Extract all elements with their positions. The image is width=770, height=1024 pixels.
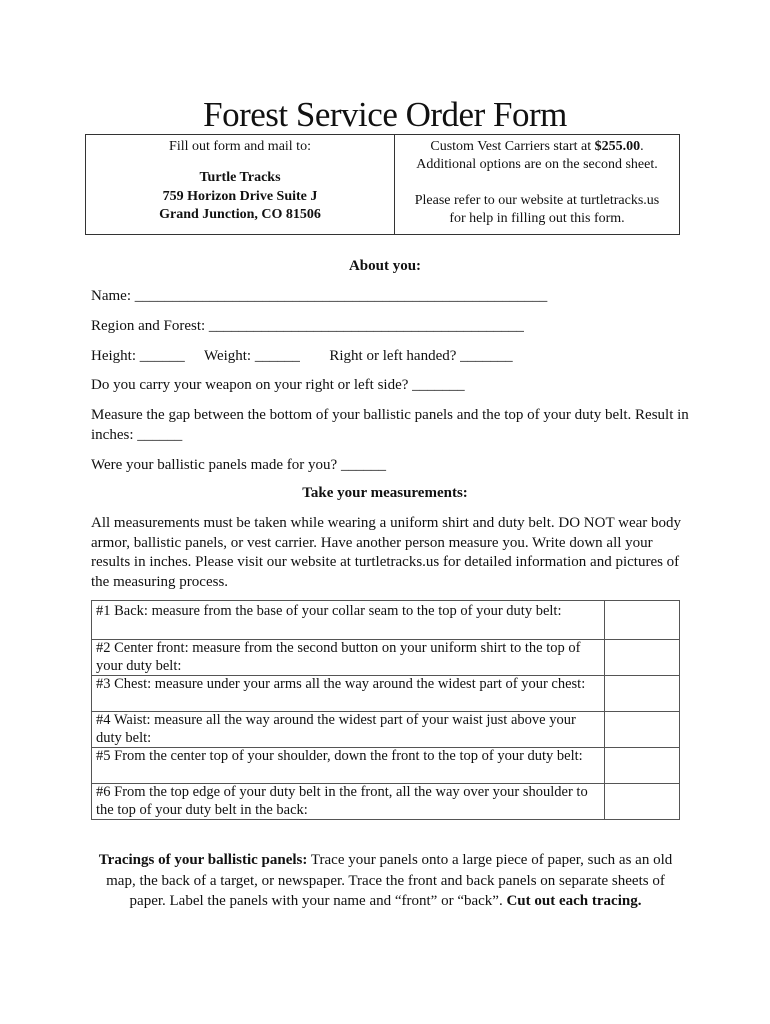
website-note-line2: for help in filling out this form. <box>449 211 625 226</box>
handedness-field[interactable]: Right or left handed? _______ <box>329 348 513 364</box>
measurement-answer-cell[interactable] <box>605 676 680 712</box>
tracings-lead: Tracings of your ballistic panels: <box>98 852 308 868</box>
pricing-panel <box>395 135 679 234</box>
tracings-tail: Cut out each tracing. <box>506 893 642 909</box>
name-field[interactable]: Name: _______________________________________________________ <box>91 288 548 304</box>
measurement-answer-cell[interactable] <box>605 640 680 676</box>
table-row <box>92 601 680 640</box>
table-row <box>92 676 680 712</box>
panel-gap-field[interactable]: Measure the gap between the bottom of your ballistic panels and the top of your duty belt. Result in inches: ______ <box>91 407 689 443</box>
measurement-answer-cell[interactable] <box>605 712 680 748</box>
price-value: $255.00 <box>594 139 641 154</box>
measurement-label: #6 From the top edge of your duty belt in the front, all the way over your shoulder to the top of your duty belt in the back: <box>92 784 605 820</box>
mail-label: Fill out form and mail to: <box>169 139 311 154</box>
street-address: 759 Horizon Drive Suite J <box>162 188 318 204</box>
measurements-instructions: All measurements must be taken while wearing a uniform shirt and duty belt. DO NOT wear body armor, ballistic panels, or vest carrier. Have another person measure you. Write down all your results in inches. Please visit our website at turtletracks.us for detailed information and pictures of the measuring process. <box>91 515 682 590</box>
table-row <box>92 712 680 748</box>
mail-to-panel <box>86 135 395 234</box>
page-title: Forest Service Order Form <box>203 95 567 134</box>
options-note: Additional options are on the second sheet. <box>416 157 658 172</box>
weight-field[interactable]: Weight: ______ <box>203 348 300 364</box>
price-suffix: . <box>640 139 644 154</box>
measurement-label: #2 Center front: measure from the second button on your uniform shirt to the top of your duty belt: <box>92 640 605 676</box>
body-stats-row <box>91 346 513 366</box>
table-row <box>92 640 680 676</box>
table-row <box>92 784 680 820</box>
tracings-instructions <box>91 850 680 912</box>
height-field[interactable]: Height: ______ <box>91 348 185 364</box>
weapon-side-field[interactable]: Do you carry your weapon on your right or left side? _______ <box>91 377 465 393</box>
measurement-answer-cell[interactable] <box>605 748 680 784</box>
website-note-line1: Please refer to our website at turtletracks.us <box>414 193 660 208</box>
measurements-heading: Take your measurements: <box>302 485 468 501</box>
measurements-table <box>91 600 680 820</box>
measurement-label: #3 Chest: measure under your arms all the way around the widest part of your chest: <box>92 676 605 712</box>
company-name: Turtle Tracks <box>199 170 281 185</box>
mailing-address <box>86 169 394 225</box>
custom-panels-field[interactable]: Were your ballistic panels made for you? ______ <box>91 457 386 473</box>
info-box <box>85 134 680 235</box>
price-prefix: Custom Vest Carriers start at <box>430 139 595 154</box>
measurement-label: #1 Back: measure from the base of your collar seam to the top of your duty belt: <box>92 601 605 640</box>
about-you-heading: About you: <box>348 258 422 274</box>
measurement-answer-cell[interactable] <box>605 601 680 640</box>
measurement-answer-cell[interactable] <box>605 784 680 820</box>
region-forest-field[interactable]: Region and Forest: __________________________________________ <box>91 318 524 334</box>
tracings-text: Trace your panels onto a large piece of paper, such as an old map, the back of a target, or newspaper. Trace the front and back panels on separate sheets of paper. Label the panels with your name and “front” or “back”. <box>106 852 673 909</box>
measurement-label: #5 From the center top of your shoulder, down the front to the top of your duty belt: <box>92 748 605 784</box>
city-state-zip: Grand Junction, CO 81506 <box>159 207 321 222</box>
measurement-label: #4 Waist: measure all the way around the widest part of your waist just above your duty belt: <box>92 712 605 748</box>
price-line <box>395 138 679 156</box>
table-row <box>92 748 680 784</box>
